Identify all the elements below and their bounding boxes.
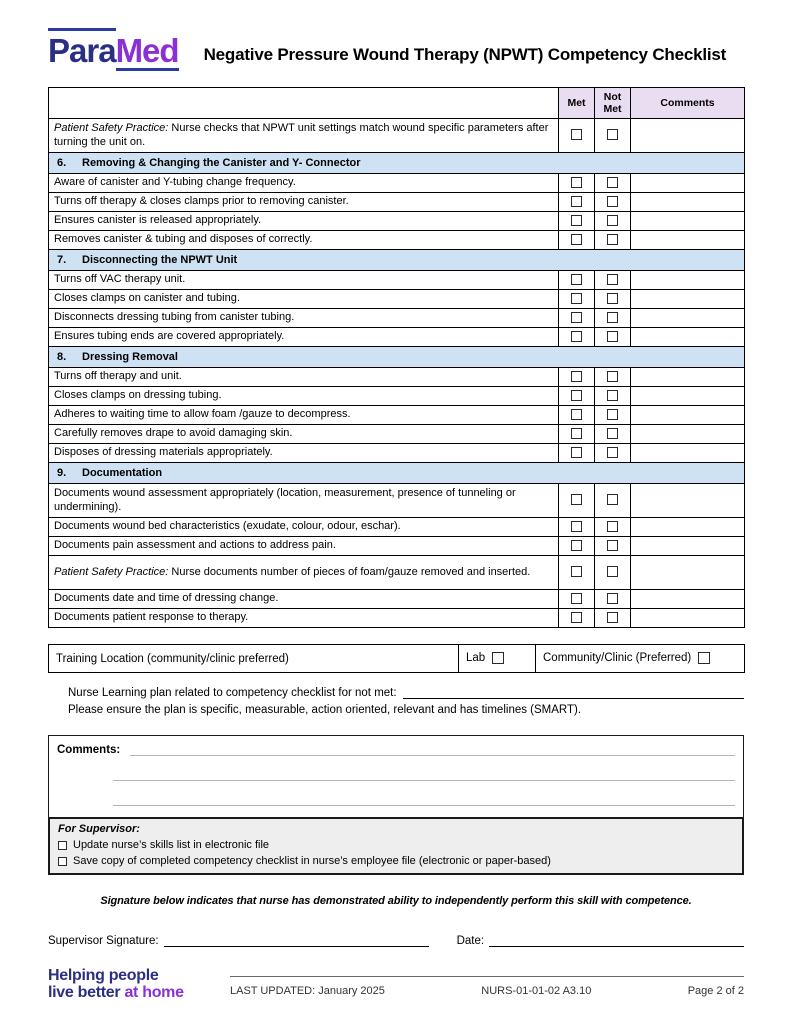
- met-checkbox[interactable]: [571, 371, 582, 382]
- section-number: 6.: [57, 157, 67, 169]
- not-met-checkbox[interactable]: [607, 540, 618, 551]
- comment-write-line[interactable]: [113, 756, 735, 781]
- not-met-checkbox[interactable]: [607, 177, 618, 188]
- met-checkbox[interactable]: [571, 540, 582, 551]
- section-header-row: [49, 347, 745, 368]
- section-title: Dressing Removal: [82, 351, 178, 363]
- comment-cell[interactable]: [631, 609, 745, 628]
- item-description: Closes clamps on canister and tubing.: [49, 290, 559, 309]
- not-met-cell: [595, 368, 631, 387]
- item-description: Patient Safety Practice: Nurse documents number of pieces of foam/gauze removed and inserted.: [49, 556, 559, 590]
- checklist-item-row: [49, 231, 745, 250]
- supervisor-item-label: Save copy of completed competency checklist in nurse’s employee file (electronic or paper-based): [73, 855, 551, 867]
- met-checkbox[interactable]: [571, 234, 582, 245]
- checklist-item-row: [49, 444, 745, 463]
- comment-cell[interactable]: [631, 425, 745, 444]
- comment-cell[interactable]: [631, 444, 745, 463]
- met-cell: [559, 425, 595, 444]
- not-met-cell: [595, 406, 631, 425]
- training-table: [48, 644, 745, 673]
- met-cell: [559, 406, 595, 425]
- comments-label-row: [57, 741, 735, 756]
- header: [48, 0, 744, 71]
- header-spacer: [49, 88, 559, 119]
- not-met-cell: [595, 174, 631, 193]
- not-met-cell: [595, 212, 631, 231]
- not-met-cell: [595, 425, 631, 444]
- tagline-line1: Helping people: [48, 967, 159, 984]
- met-cell: [559, 271, 595, 290]
- met-cell: [559, 387, 595, 406]
- comment-cell[interactable]: [631, 271, 745, 290]
- met-cell: [559, 193, 595, 212]
- comment-cell[interactable]: [631, 590, 745, 609]
- learning-plan-write-line[interactable]: [403, 687, 744, 699]
- for-supervisor-label: For Supervisor:: [58, 823, 140, 835]
- met-checkbox[interactable]: [571, 129, 582, 140]
- section-number: 9.: [57, 467, 67, 479]
- item-description: Ensures canister is released appropriately.: [49, 212, 559, 231]
- section-header: [49, 347, 745, 368]
- not-met-cell: [595, 290, 631, 309]
- checklist-body: [49, 119, 745, 628]
- date-line[interactable]: [489, 934, 744, 947]
- comments-column-header: Comments: [631, 88, 745, 119]
- not-met-checkbox[interactable]: [607, 293, 618, 304]
- page-number-text: Page 2 of 2: [687, 985, 744, 997]
- not-met-cell: [595, 231, 631, 250]
- not-met-column-header: Not Met: [595, 88, 631, 119]
- not-met-cell: [595, 271, 631, 290]
- checklist-item-row: [49, 484, 745, 518]
- item-description: Adheres to waiting time to allow foam /gauze to decompress.: [49, 406, 559, 425]
- section-header-row: [49, 463, 745, 484]
- checklist-table: [48, 87, 745, 628]
- not-met-checkbox[interactable]: [607, 593, 618, 604]
- comment-write-line[interactable]: [113, 781, 735, 806]
- lab-option-label: Lab: [466, 652, 486, 665]
- section-title: Documentation: [82, 467, 163, 479]
- checklist-item-row: [49, 556, 745, 590]
- supervisor-signature-line[interactable]: [164, 934, 429, 947]
- checklist-item-row: [49, 387, 745, 406]
- supervisor-signature-label: Supervisor Signature:: [48, 935, 159, 947]
- not-met-checkbox[interactable]: [607, 371, 618, 382]
- not-met-checkbox[interactable]: [607, 566, 618, 577]
- comment-write-line[interactable]: [130, 746, 735, 756]
- met-checkbox[interactable]: [571, 409, 582, 420]
- signature-note: Signature below indicates that nurse has demonstrated ability to independently perform this skill with competence.: [100, 895, 692, 907]
- item-italic-prefix: Patient Safety Practice:: [54, 565, 172, 578]
- met-cell: [559, 309, 595, 328]
- not-met-cell: [595, 193, 631, 212]
- section-number: 7.: [57, 254, 67, 266]
- supervisor-item: [58, 853, 734, 869]
- comment-cell[interactable]: [631, 406, 745, 425]
- comment-cell[interactable]: [631, 212, 745, 231]
- not-met-checkbox[interactable]: [607, 215, 618, 226]
- supervisor-box: [48, 817, 744, 875]
- met-checkbox[interactable]: [571, 612, 582, 623]
- not-met-cell: [595, 328, 631, 347]
- met-cell: [559, 556, 595, 590]
- item-description: Documents pain assessment and actions to address pain.: [49, 537, 559, 556]
- met-checkbox[interactable]: [571, 593, 582, 604]
- comment-cell[interactable]: [631, 174, 745, 193]
- met-checkbox[interactable]: [571, 447, 582, 458]
- not-met-checkbox[interactable]: [607, 612, 618, 623]
- comment-cell[interactable]: [631, 537, 745, 556]
- learning-plan-prompt: Nurse Learning plan related to competency checklist for not met:: [68, 687, 397, 699]
- learning-plan: [68, 685, 744, 719]
- save-copy-checkbox[interactable]: [58, 857, 67, 866]
- checklist-item-row: [49, 212, 745, 231]
- not-met-checkbox[interactable]: [607, 390, 618, 401]
- comment-cell[interactable]: [631, 290, 745, 309]
- met-checkbox[interactable]: [571, 428, 582, 439]
- met-checkbox[interactable]: [571, 566, 582, 577]
- comment-cell[interactable]: [631, 387, 745, 406]
- met-checkbox[interactable]: [571, 215, 582, 226]
- checklist-item-row: [49, 290, 745, 309]
- item-description: Closes clamps on dressing tubing.: [49, 387, 559, 406]
- comment-cell[interactable]: [631, 119, 745, 153]
- not-met-checkbox[interactable]: [607, 409, 618, 420]
- comments-label: Comments:: [57, 744, 121, 756]
- lab-checkbox[interactable]: [492, 652, 504, 664]
- tagline: [48, 967, 230, 1001]
- not-met-checkbox[interactable]: [607, 447, 618, 458]
- not-met-checkbox[interactable]: [607, 521, 618, 532]
- comment-cell[interactable]: [631, 368, 745, 387]
- learning-plan-line2: Please ensure the plan is specific, measurable, action oriented, relevant and has timelines (SMART).: [68, 704, 582, 716]
- supervisor-item: [58, 837, 734, 853]
- checklist-item-row: [49, 590, 745, 609]
- met-checkbox[interactable]: [571, 521, 582, 532]
- not-met-checkbox[interactable]: [607, 312, 618, 323]
- training-location-label: Training Location (community/clinic preferred): [49, 645, 459, 673]
- item-description: Disposes of dressing materials appropriately.: [49, 444, 559, 463]
- tagline-at-home: at home: [124, 984, 184, 1001]
- item-description: Turns off therapy and unit.: [49, 368, 559, 387]
- checklist-item-row: [49, 119, 745, 153]
- training-row: [49, 645, 745, 673]
- not-met-checkbox[interactable]: [607, 494, 618, 505]
- item-description: Carefully removes drape to avoid damaging skin.: [49, 425, 559, 444]
- item-description: Disconnects dressing tubing from canister tubing.: [49, 309, 559, 328]
- met-cell: [559, 212, 595, 231]
- checklist-item-row: [49, 328, 745, 347]
- table-header-row: [49, 88, 745, 119]
- checklist-item-row: [49, 368, 745, 387]
- learning-plan-line1: [68, 685, 744, 702]
- not-met-cell: [595, 537, 631, 556]
- met-column-header: Met: [559, 88, 595, 119]
- page-title: Negative Pressure Wound Therapy (NPWT) Competency Checklist: [203, 45, 727, 64]
- met-checkbox[interactable]: [571, 274, 582, 285]
- met-checkbox[interactable]: [571, 494, 582, 505]
- not-met-checkbox[interactable]: [607, 331, 618, 342]
- comments-box: [48, 735, 744, 819]
- checklist-item-row: [49, 518, 745, 537]
- date-label: Date:: [456, 935, 485, 947]
- checklist-item-row: [49, 174, 745, 193]
- not-met-cell: [595, 484, 631, 518]
- comment-cell[interactable]: [631, 484, 745, 518]
- logo-para-text: Para: [48, 28, 116, 67]
- met-cell: [559, 174, 595, 193]
- not-met-checkbox[interactable]: [607, 274, 618, 285]
- not-met-cell: [595, 309, 631, 328]
- footer-info-bar: [230, 976, 744, 997]
- comment-cell[interactable]: [631, 309, 745, 328]
- met-checkbox[interactable]: [571, 293, 582, 304]
- item-description: Removes canister & tubing and disposes of correctly.: [49, 231, 559, 250]
- not-met-cell: [595, 518, 631, 537]
- not-met-cell: [595, 609, 631, 628]
- item-description: Documents wound bed characteristics (exudate, colour, odour, eschar).: [49, 518, 559, 537]
- paramed-logo: [48, 28, 179, 71]
- community-option-label: Community/Clinic (Preferred): [543, 652, 692, 665]
- section-header-row: [49, 153, 745, 174]
- not-met-cell: [595, 556, 631, 590]
- checklist-item-row: [49, 537, 745, 556]
- checklist-item-row: [49, 406, 745, 425]
- met-cell: [559, 290, 595, 309]
- comment-cell[interactable]: [631, 193, 745, 212]
- not-met-checkbox[interactable]: [607, 196, 618, 207]
- community-option: [536, 645, 745, 673]
- tagline-live-better: live better: [48, 984, 121, 1001]
- footer: [48, 967, 744, 1001]
- item-description: Ensures tubing ends are covered appropriately.: [49, 328, 559, 347]
- section-header: [49, 153, 745, 174]
- not-met-checkbox[interactable]: [607, 234, 618, 245]
- lab-option: [459, 645, 536, 673]
- tagline-line2: [48, 984, 230, 1001]
- item-description: Aware of canister and Y-tubing change frequency.: [49, 174, 559, 193]
- checklist-item-row: [49, 271, 745, 290]
- item-description: Turns off therapy & closes clamps prior to removing canister.: [49, 193, 559, 212]
- met-cell: [559, 231, 595, 250]
- met-cell: [559, 444, 595, 463]
- met-cell: [559, 119, 595, 153]
- section-title: Disconnecting the NPWT Unit: [82, 254, 238, 266]
- comment-cell[interactable]: [631, 518, 745, 537]
- item-description: Documents wound assessment appropriately (location, measurement, presence of tunneling or undermining).: [49, 484, 559, 518]
- checklist-item-row: [49, 309, 745, 328]
- not-met-cell: [595, 387, 631, 406]
- not-met-cell: [595, 444, 631, 463]
- not-met-checkbox[interactable]: [607, 428, 618, 439]
- checklist-item-row: [49, 193, 745, 212]
- last-updated-text: LAST UPDATED: January 2025: [230, 985, 385, 997]
- not-met-checkbox[interactable]: [607, 129, 618, 140]
- supervisor-item-label: Update nurse’s skills list in electronic file: [73, 839, 270, 851]
- met-checkbox[interactable]: [571, 331, 582, 342]
- met-cell: [559, 609, 595, 628]
- checklist-item-row: [49, 609, 745, 628]
- logo-med-text: Med: [115, 32, 179, 69]
- section-number: 8.: [57, 351, 67, 363]
- met-checkbox[interactable]: [571, 196, 582, 207]
- section-header: [49, 250, 745, 271]
- met-checkbox[interactable]: [571, 177, 582, 188]
- comment-cell[interactable]: [631, 556, 745, 590]
- checklist-item-row: [49, 425, 745, 444]
- met-cell: [559, 368, 595, 387]
- item-italic-prefix: Patient Safety Practice:: [54, 121, 172, 134]
- met-cell: [559, 518, 595, 537]
- met-cell: [559, 590, 595, 609]
- met-cell: [559, 484, 595, 518]
- met-cell: [559, 537, 595, 556]
- met-checkbox[interactable]: [571, 312, 582, 323]
- item-description: Turns off VAC therapy unit.: [49, 271, 559, 290]
- section-header: [49, 463, 745, 484]
- not-met-cell: [595, 119, 631, 153]
- signature-row: [48, 934, 744, 947]
- community-checkbox[interactable]: [698, 652, 710, 664]
- not-met-cell: [595, 590, 631, 609]
- item-description: Patient Safety Practice: Nurse checks that NPWT unit settings match wound specific parameters after turning the unit on.: [49, 119, 559, 153]
- met-cell: [559, 328, 595, 347]
- comment-cell[interactable]: [631, 231, 745, 250]
- section-header-row: [49, 250, 745, 271]
- section-title: Removing & Changing the Canister and Y- Connector: [82, 157, 361, 169]
- comment-cell[interactable]: [631, 328, 745, 347]
- item-description: Documents patient response to therapy.: [49, 609, 559, 628]
- met-checkbox[interactable]: [571, 390, 582, 401]
- doc-code-text: NURS-01-01-02 A3.10: [481, 985, 592, 997]
- update-skills-checkbox[interactable]: [58, 841, 67, 850]
- item-description: Documents date and time of dressing change.: [49, 590, 559, 609]
